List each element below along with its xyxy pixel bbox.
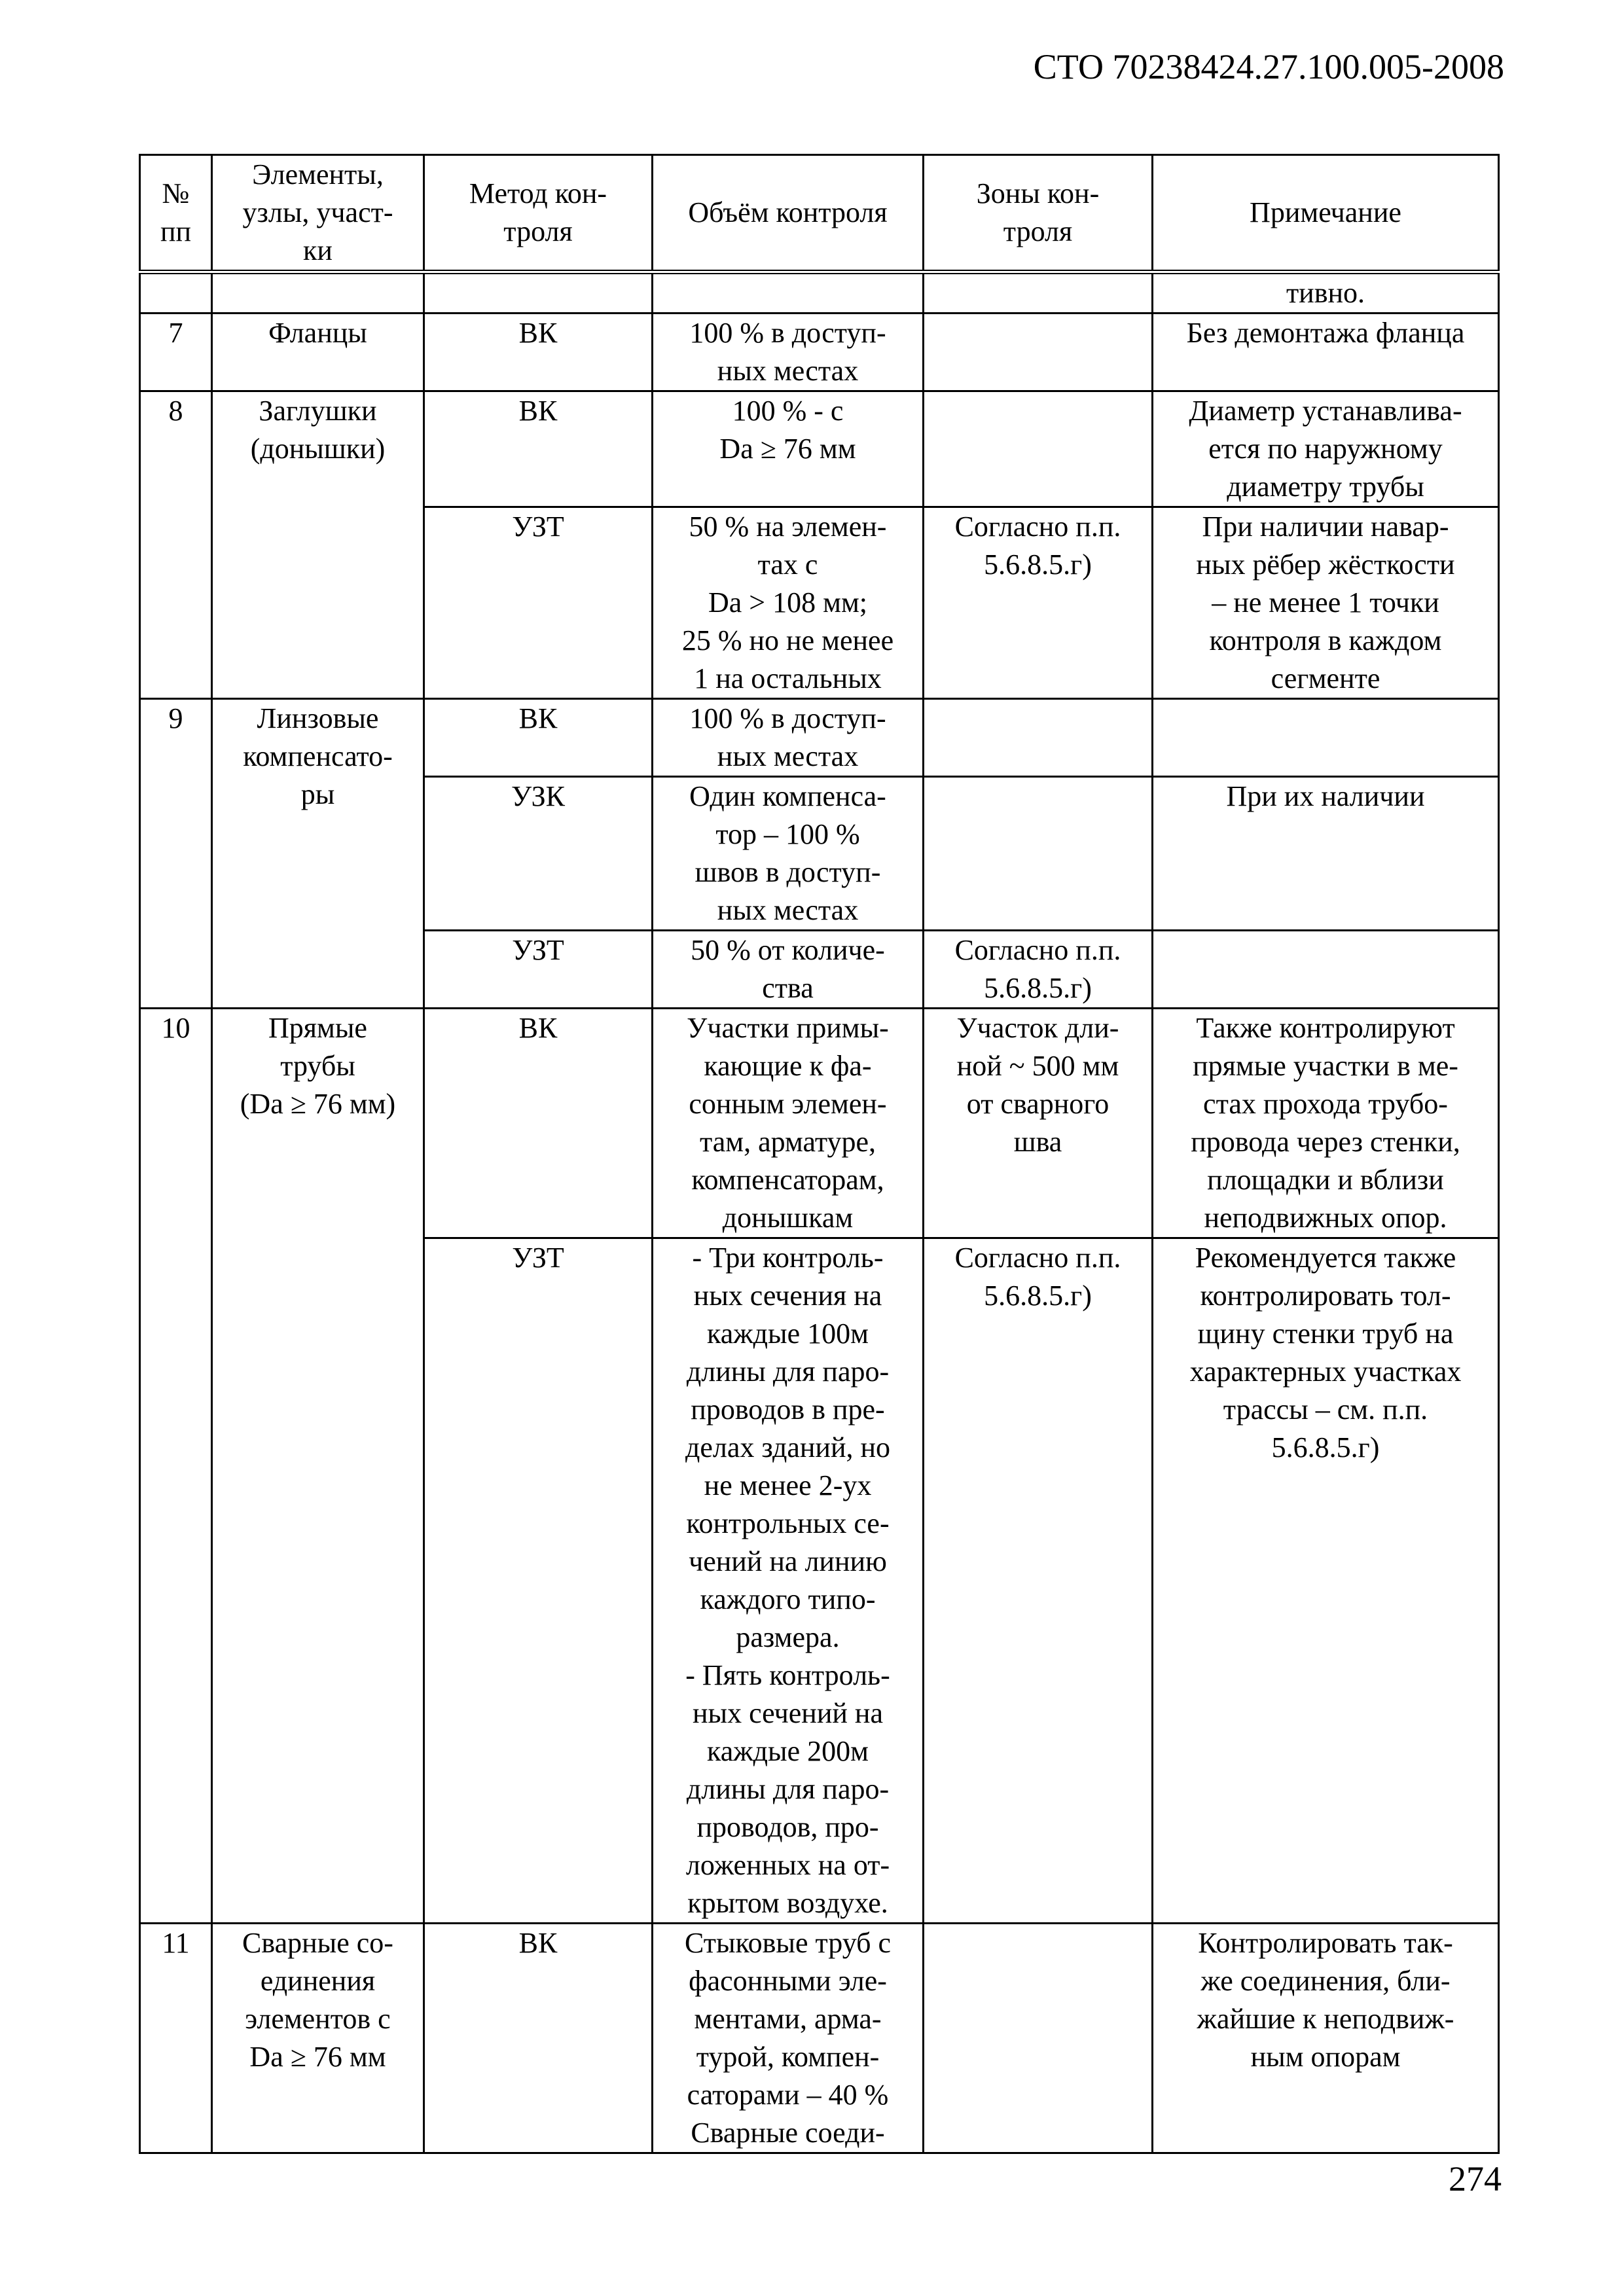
cell-zone: Согласно п.п. 5.6.8.5.г) [924,931,1153,1009]
cell-number: 10 [140,1009,212,1924]
cell-method: ВК [424,391,653,507]
cell-number: 9 [140,699,212,1009]
cell-zone [924,314,1153,391]
cell-element: Прямые трубы (Da ≥ 76 мм) [212,1009,424,1924]
cell-element: Заглушки (донышки) [212,391,424,699]
table-row [140,699,1499,777]
table-row [140,391,1499,507]
control-table [139,154,1500,2154]
table-row [140,272,1499,314]
cell-note: При наличии навар- ных рёбер жёсткости – не менее 1 точки контроля в каждом сегменте [1153,507,1499,699]
column-header-volume: Объём контроля [653,155,924,272]
cell-volume [653,272,924,314]
table-row [140,1009,1499,1238]
cell-zone [924,1924,1153,2153]
cell-number: 7 [140,314,212,391]
cell-note: При их наличии [1153,777,1499,931]
cell-volume: Один компенса- тор – 100 % швов в доступ- ных местах [653,777,924,931]
cell-volume: Стыковые труб с фасонными эле- ментами, арма- турой, компен- саторами – 40 % Сварные соеди- [653,1924,924,2153]
cell-note [1153,931,1499,1009]
column-header-elements: Элементы, узлы, участ- ки [212,155,424,272]
table-row [140,1924,1499,2153]
cell-zone: Согласно п.п. 5.6.8.5.г) [924,507,1153,699]
cell-volume: 100 % в доступ- ных местах [653,314,924,391]
cell-note: тивно. [1153,272,1499,314]
cell-note: Диаметр устанавлива- ется по наружному диаметру трубы [1153,391,1499,507]
cell-note: Рекомендуется также контролировать тол- щину стенки труб на характерных участках трассы – см. п.п. 5.6.8.5.г) [1153,1238,1499,1924]
column-header-method: Метод кон- троля [424,155,653,272]
cell-zone [924,699,1153,777]
cell-method: ВК [424,699,653,777]
cell-method: УЗТ [424,507,653,699]
cell-zone [924,777,1153,931]
cell-volume: Участки примы- кающие к фа- сонным элемен- там, арматуре, компенсаторам, донышкам [653,1009,924,1238]
cell-number: 11 [140,1924,212,2153]
cell-zone: Согласно п.п. 5.6.8.5.г) [924,1238,1153,1924]
cell-element [212,272,424,314]
column-header-number: № пп [140,155,212,272]
column-header-note: Примечание [1153,155,1499,272]
page-number: 274 [1449,2159,1502,2198]
table-header [140,155,1499,272]
cell-zone [924,391,1153,507]
cell-volume: 50 % на элемен- тах с Da > 108 мм; 25 % но не менее 1 на остальных [653,507,924,699]
table-body [140,272,1499,2153]
cell-zone: Участок дли- ной ~ 500 мм от сварного шва [924,1009,1153,1238]
cell-method: УЗТ [424,931,653,1009]
cell-note [1153,699,1499,777]
column-header-zones: Зоны кон- троля [924,155,1153,272]
cell-zone [924,272,1153,314]
cell-volume: 100 % - с Da ≥ 76 мм [653,391,924,507]
document-code: СТО 70238424.27.100.005-2008 [1033,47,1504,86]
cell-method: УЗТ [424,1238,653,1924]
cell-number [140,272,212,314]
cell-method: ВК [424,1009,653,1238]
cell-note: Без демонтажа фланца [1153,314,1499,391]
cell-volume: 100 % в доступ- ных местах [653,699,924,777]
cell-method: ВК [424,314,653,391]
cell-method [424,272,653,314]
cell-method: ВК [424,1924,653,2153]
cell-element: Фланцы [212,314,424,391]
cell-element: Сварные со- единения элементов с Da ≥ 76 мм [212,1924,424,2153]
cell-volume: 50 % от количе- ства [653,931,924,1009]
cell-element: Линзовые компенсато- ры [212,699,424,1009]
header-row [140,155,1499,272]
cell-note: Контролировать так- же соединения, бли- жайшие к неподвиж- ным опорам [1153,1924,1499,2153]
cell-method: УЗК [424,777,653,931]
cell-volume: - Три контроль- ных сечения на каждые 100м длины для паро- проводов в пре- делах зданий, но не менее 2-ух контрольных се- чений на линию каждого типо- размера. - Пять контроль- ных сечений на каждые 200м длины для паро- проводов, про- ложенных на от- крытом воздухе. [653,1238,924,1924]
table-row [140,314,1499,391]
cell-number: 8 [140,391,212,699]
cell-note: Также контролируют прямые участки в ме- стах прохода трубо- провода через стенки, площадки и вблизи неподвижных опор. [1153,1009,1499,1238]
